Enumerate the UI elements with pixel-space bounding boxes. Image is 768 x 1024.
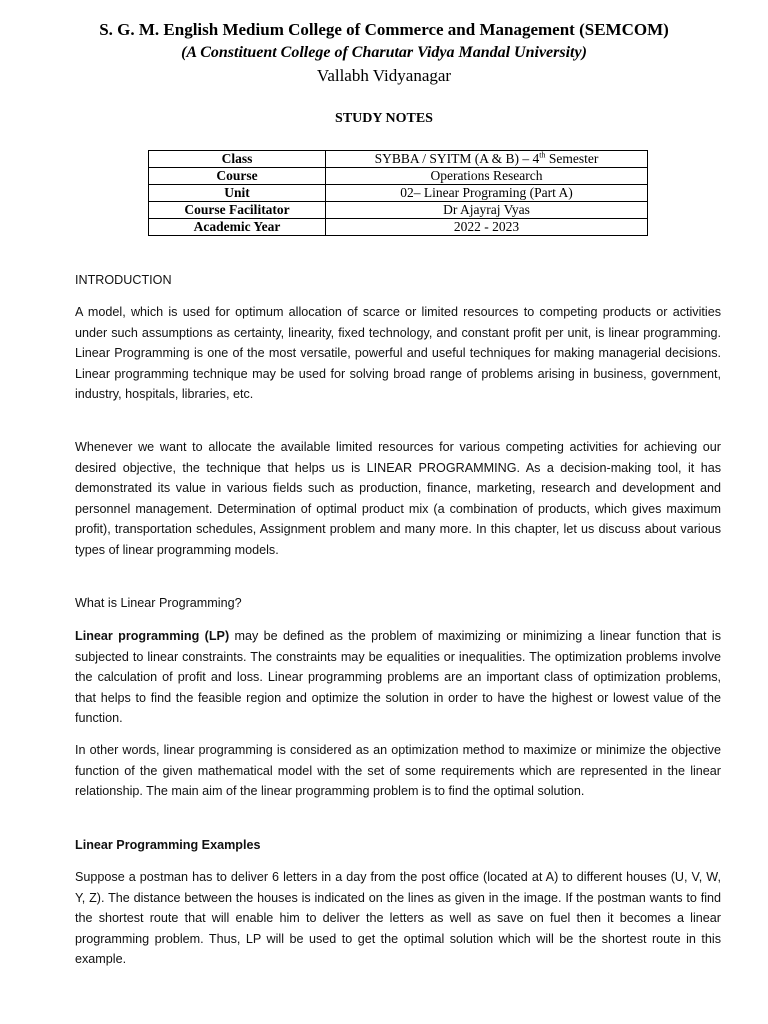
examples-heading: Linear Programming Examples [75,838,261,852]
unit-value: 02– Linear Programing (Part A) [326,185,648,202]
table-row [149,151,648,168]
document-title: STUDY NOTES [335,111,433,126]
lp-term: Linear programming (LP) [75,629,230,643]
year-label: Academic Year [149,219,326,236]
lp-definition-paragraph [75,626,721,729]
intro-paragraph-1: A model, which is used for optimum allocation of scarce or limited resources to competing products or activities under such assumptions as certainty, linearity, fixed technology, and constant profit per unit, is linear programming. Linear Programming is one of the most versatile, powerful and useful techniques for making managerial decisions. Linear programming technique may be used for solving broad range of problems arising in business, government, industry, hospitals, libraries, etc. [75,305,721,402]
introduction-heading: INTRODUCTION [75,273,172,287]
unit-label: Unit [149,185,326,202]
class-value-sup: th [539,150,546,160]
year-value: 2022 - 2023 [326,219,648,236]
intro-paragraph-2: Whenever we want to allocate the available limited resources for various competing activities for achieving our desired objective, the technique that helps us is LINEAR PROGRAMMING. As a decision-making tool, it has demonstrated its value in various fields such as production, finance, marketing, research and development and personnel management. Determination of optimal product mix (a combination of products, which gives maximum profit), transportation schedules, Assignment problem and many more. In this chapter, let us discuss about various types of linear programming models. [75,440,721,557]
table-row [149,185,648,202]
other-words-paragraph: In other words, linear programming is considered as an optimization method to maximize or minimize the objective function of the given mathematical model with the set of some requirements which are represented in the linear relationship. The main aim of the linear programming problem is to find the optimal solution. [75,743,721,799]
example-paragraph: Suppose a postman has to deliver 6 letters in a day from the post office (located at A) to different houses (U, V, W, Y, Z). The distance between the houses is indicated on the lines as given in the image. If the postman wants to find the shortest route that will enable him to deliver the letters as well as save on fuel then it becomes a linear programming problem. Thus, LP will be used to get the optimal solution which will be the shortest route in this example. [75,870,721,967]
what-is-lp-heading: What is Linear Programming? [75,596,242,610]
course-label: Course [149,168,326,185]
constituent-line: (A Constituent College of Charutar Vidya Mandal University) [181,44,587,61]
table-row [149,219,648,236]
class-value-main: SYBBA / SYITM (A & B) – 4 [374,151,540,166]
location-line: Vallabh Vidyanagar [316,66,452,85]
lp-definition-text: may be defined as the problem of maximizing or minimizing a linear function that is subjected to linear constraints. The constraints may be equalities or inequalities. The optimization problems involve the calculation of profit and loss. Linear programming problems are an important class of optimization problems, that helps to find the feasible region and optimize the solution in order to have the highest or lowest value of the function. [75,629,721,726]
course-value: Operations Research [326,168,648,185]
table-row [149,168,648,185]
class-label: Class [149,151,326,168]
facilitator-label: Course Facilitator [149,202,326,219]
class-value-tail: Semester [545,151,599,166]
college-name: S. G. M. English Medium College of Commerce and Management (SEMCOM) [99,20,669,39]
course-info-table [148,150,648,236]
facilitator-value: Dr Ajayraj Vyas [326,202,648,219]
class-value [326,151,648,168]
table-row [149,202,648,219]
